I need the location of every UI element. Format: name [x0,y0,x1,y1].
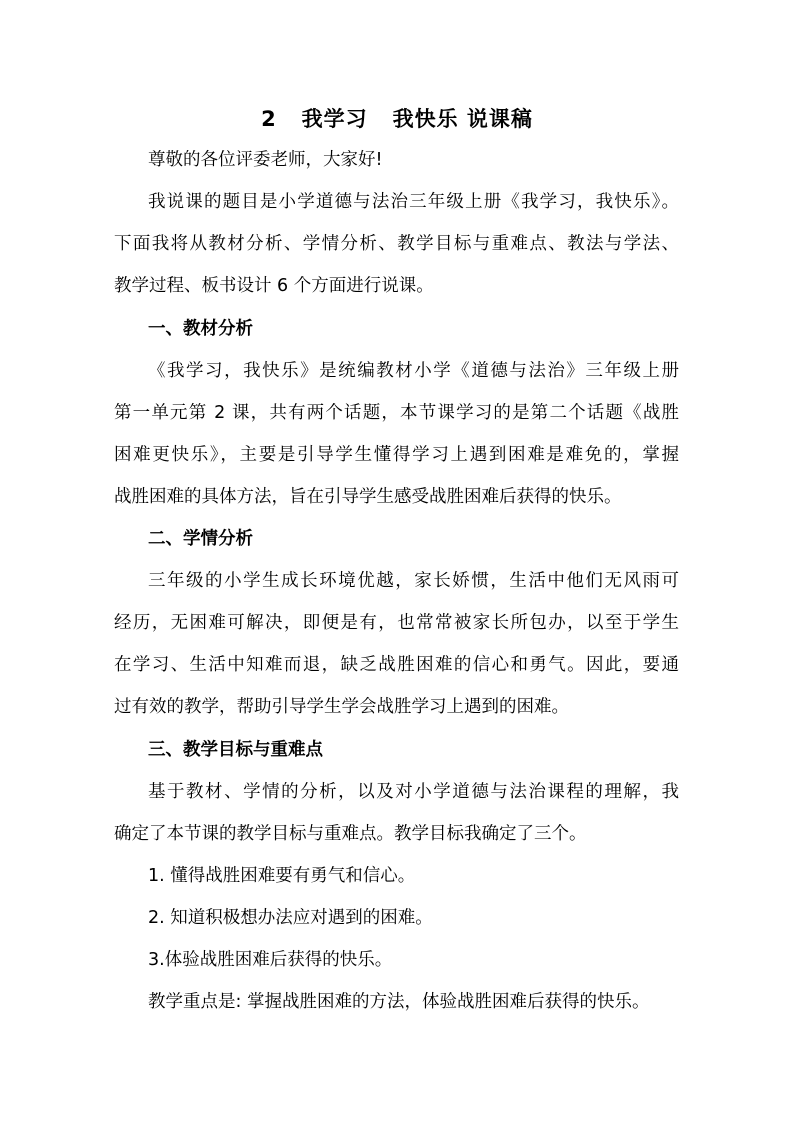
paragraph-line: 《我学习，我快乐》是统编教材小学《道德与法治》三年级上册 [148,361,679,381]
page-title: 2 我学习 我快乐 说课稿 [261,107,533,131]
section-heading: 一、教材分析 [148,319,253,339]
paragraph-line: 基于教材、学情的分析，以及对小学道德与法治课程的理解，我 [148,782,679,802]
goal-item: 1. 懂得战胜困难要有勇气和信心。 [148,866,416,886]
section-heading: 三、教学目标与重难点 [148,740,323,760]
greeting: 尊敬的各位评委老师，大家好! [148,150,383,170]
paragraph-line: 三年级的小学生成长环境优越，家长娇惯，生活中他们无风雨可 [148,571,679,591]
paragraph-line: 困难更快乐》，主要是引导学生懂得学习上遇到困难是难免的，掌握 [114,445,679,465]
intro-line: 教学过程、板书设计 6 个方面进行说课。 [114,276,434,296]
paragraph-line: 战胜困难的具体方法，旨在引导学生感受战胜困难后获得的快乐。 [114,487,622,507]
intro-line: 下面我将从教材分析、学情分析、教学目标与重难点、教法与学法、 [114,234,679,254]
paragraph-line: 经历，无困难可解决，即便是有，也常常被家长所包办，以至于学生 [114,613,679,633]
teaching-focus: 教学重点是: 掌握战胜困难的方法，体验战胜困难后获得的快乐。 [148,992,650,1012]
goal-item: 3.体验战胜困难后获得的快乐。 [148,950,393,970]
paragraph-line: 确定了本节课的教学目标与重难点。教学目标我确定了三个。 [114,824,587,844]
intro-line: 我说课的题目是小学道德与法治三年级上册《我学习，我快乐》。 [148,192,679,212]
goal-item: 2. 知道积极想办法应对遇到的困难。 [148,908,433,928]
paragraph-line: 在学习、生活中知难而退，缺乏战胜困难的信心和勇气。因此，要通 [114,655,679,675]
section-heading: 二、学情分析 [148,529,253,549]
paragraph-line: 第一单元第 2 课，共有两个话题，本节课学习的是第二个话题《战胜 [114,403,679,423]
paragraph-line: 过有效的教学，帮助引导学生学会战胜学习上遇到的困难。 [114,697,569,717]
